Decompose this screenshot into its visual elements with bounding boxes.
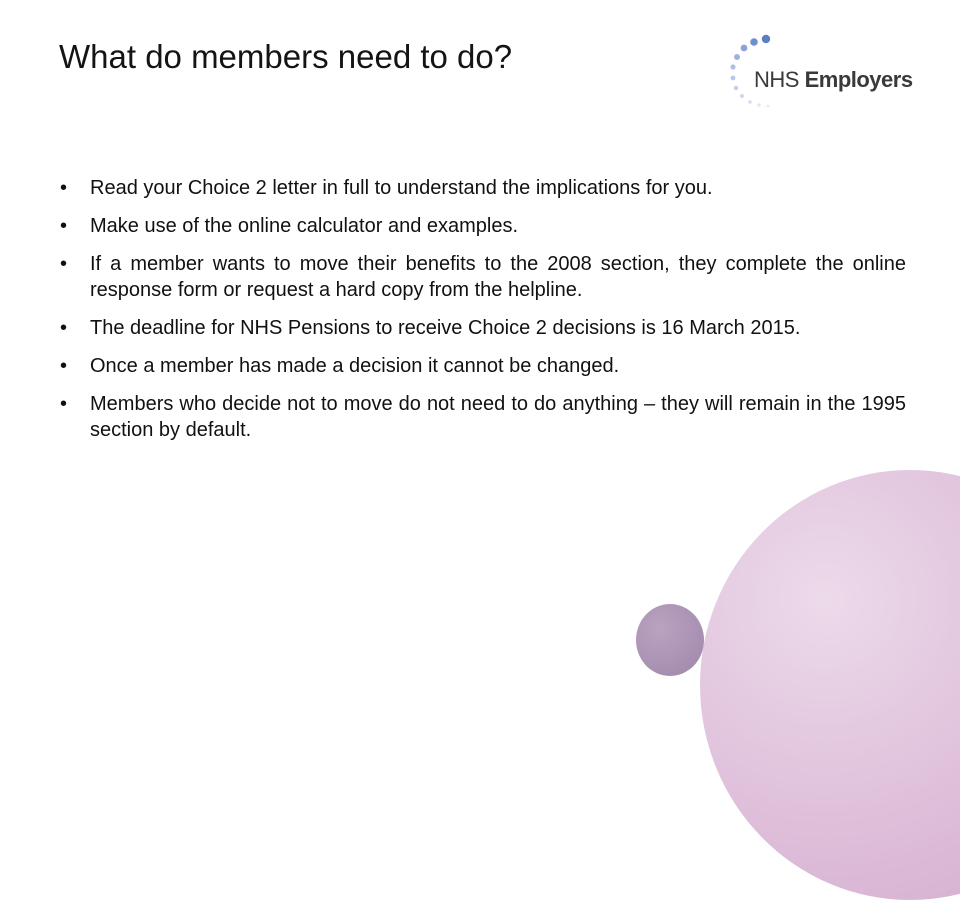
decorative-circle-large: [700, 470, 960, 900]
bullet-icon: •: [60, 317, 68, 339]
bullet-text: Members who decide not to move do not need to do anything – they will remain in the 1995 section by default.: [90, 393, 906, 441]
slide-title: What do members need to do?: [59, 38, 513, 75]
bullet-item: [60, 213, 906, 239]
bullet-item: [60, 175, 906, 201]
decorative-circle-small: [636, 604, 704, 676]
nhs-employers-logo: [720, 33, 920, 113]
logo-text: [754, 67, 913, 93]
bullet-text: The deadline for NHS Pensions to receive Choice 2 decisions is 16 March 2015.: [90, 317, 801, 339]
bullet-text: If a member wants to move their benefits to the 2008 section, they complete the online response form or request a hard copy from the helpline.: [90, 253, 906, 301]
logo-text-nhs: NHS: [754, 67, 799, 92]
bullet-text: Read your Choice 2 letter in full to understand the implications for you.: [90, 177, 713, 199]
logo-text-employers: Employers: [804, 67, 913, 92]
bullet-icon: •: [60, 355, 68, 377]
bullet-icon: •: [60, 393, 68, 415]
bullet-item: [60, 353, 906, 379]
bullet-icon: •: [60, 253, 68, 275]
bullet-item: [60, 391, 906, 443]
bullet-item: [60, 251, 906, 303]
bullet-icon: •: [60, 215, 68, 237]
bullet-icon: •: [60, 177, 68, 199]
bullet-list: [60, 175, 906, 455]
bullet-item: [60, 315, 906, 341]
bullet-text: Make use of the online calculator and examples.: [90, 215, 519, 237]
bullet-text: Once a member has made a decision it cannot be changed.: [90, 355, 620, 377]
